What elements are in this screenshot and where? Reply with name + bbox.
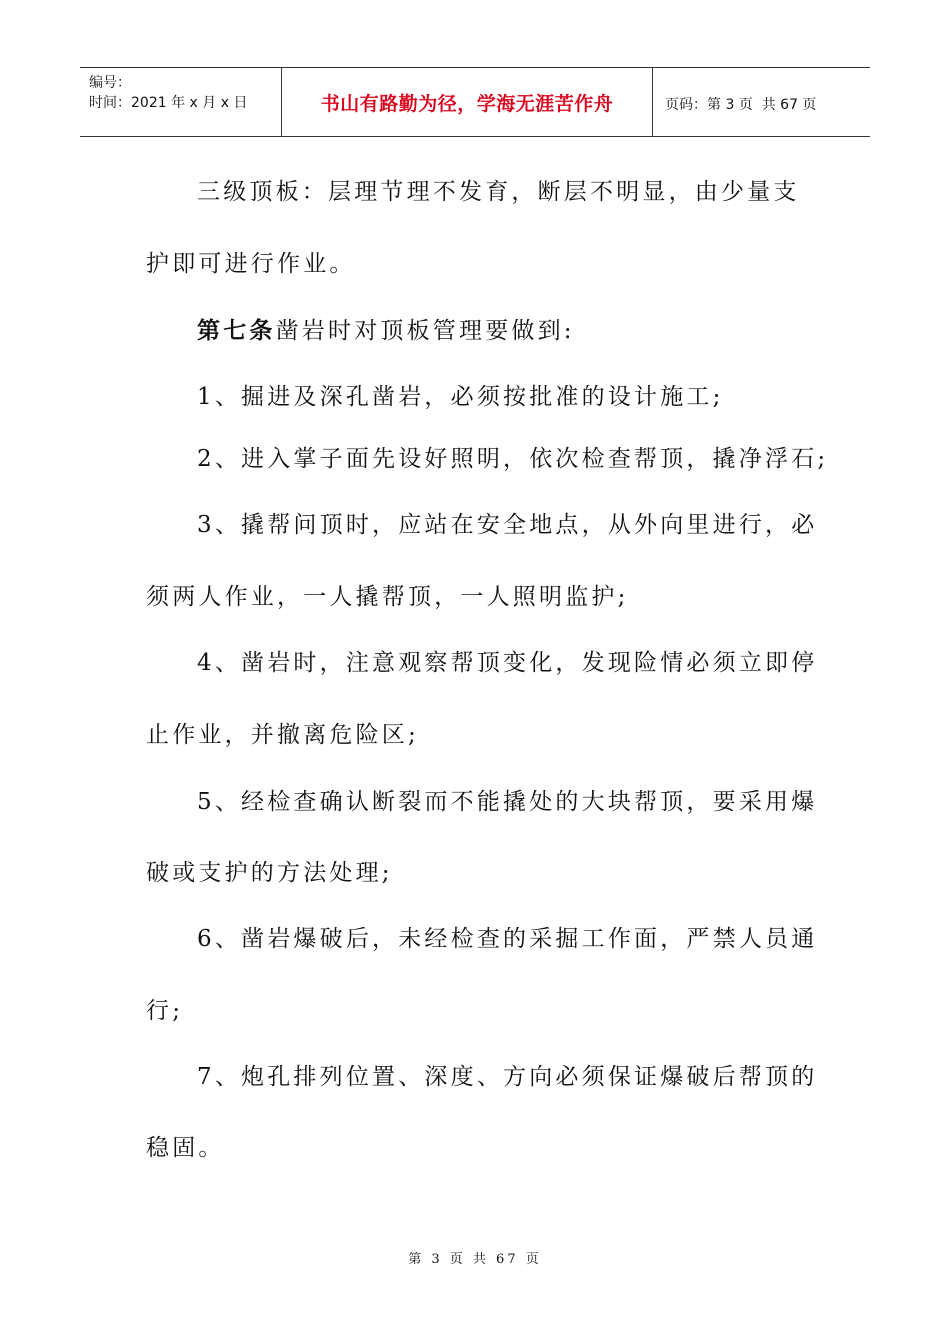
header-page-info: 页码：第 3 页 共 67 页 [665, 97, 817, 113]
list-item-5-line1: 5、经检查确认断裂而不能撬处的大块帮顶，要采用爆 [197, 789, 818, 815]
article-7-number: 第七条 [197, 317, 276, 344]
page-footer: 第 3 页 共 67 页 [408, 1252, 542, 1267]
article-7-title: 凿岩时对顶板管理要做到: [275, 318, 575, 344]
list-item-2: 2、进入掌子面先设好照明，依次检查帮顶，撬净浮石; [197, 446, 829, 472]
header-page-cell [653, 68, 870, 136]
header-motto: 书山有路勤为径，学海无涯苦作舟 [320, 92, 614, 115]
document-number-label: 编号： [89, 75, 131, 91]
paragraph-level3-roof-line2: 护即可进行作业。 [146, 251, 356, 277]
list-item-7-line1: 7、炮孔排列位置、深度、方向必须保证爆破后帮顶的 [197, 1064, 818, 1090]
list-item-3-line1: 3、撬帮问顶时，应站在安全地点，从外向里进行，必 [197, 512, 818, 538]
list-item-6-line1: 6、凿岩爆破后，未经检查的采掘工作面，严禁人员通 [197, 926, 818, 952]
list-item-4-line2: 止作业，并撤离危险区; [146, 722, 419, 748]
paragraph-level3-roof-line1: 三级顶板：层理节理不发育，断层不明显，由少量支 [197, 179, 800, 205]
page-header [80, 67, 870, 137]
article-7-heading [197, 312, 575, 345]
list-item-7-line2: 稳固。 [146, 1135, 225, 1161]
header-motto-cell [282, 68, 653, 136]
list-item-1: 1、掘进及深孔凿岩，必须按批准的设计施工; [197, 384, 724, 410]
list-item-4-line1: 4、凿岩时，注意观察帮顶变化，发现险情必须立即停 [197, 650, 818, 676]
list-item-6-line2: 行; [146, 998, 184, 1024]
list-item-5-line2: 破或支护的方法处理; [146, 860, 393, 886]
header-meta-cell [80, 68, 282, 136]
document-date: 时间：2021 年 x 月 x 日 [89, 95, 248, 111]
list-item-3-line2: 须两人作业，一人撬帮顶，一人照明监护; [146, 584, 629, 610]
